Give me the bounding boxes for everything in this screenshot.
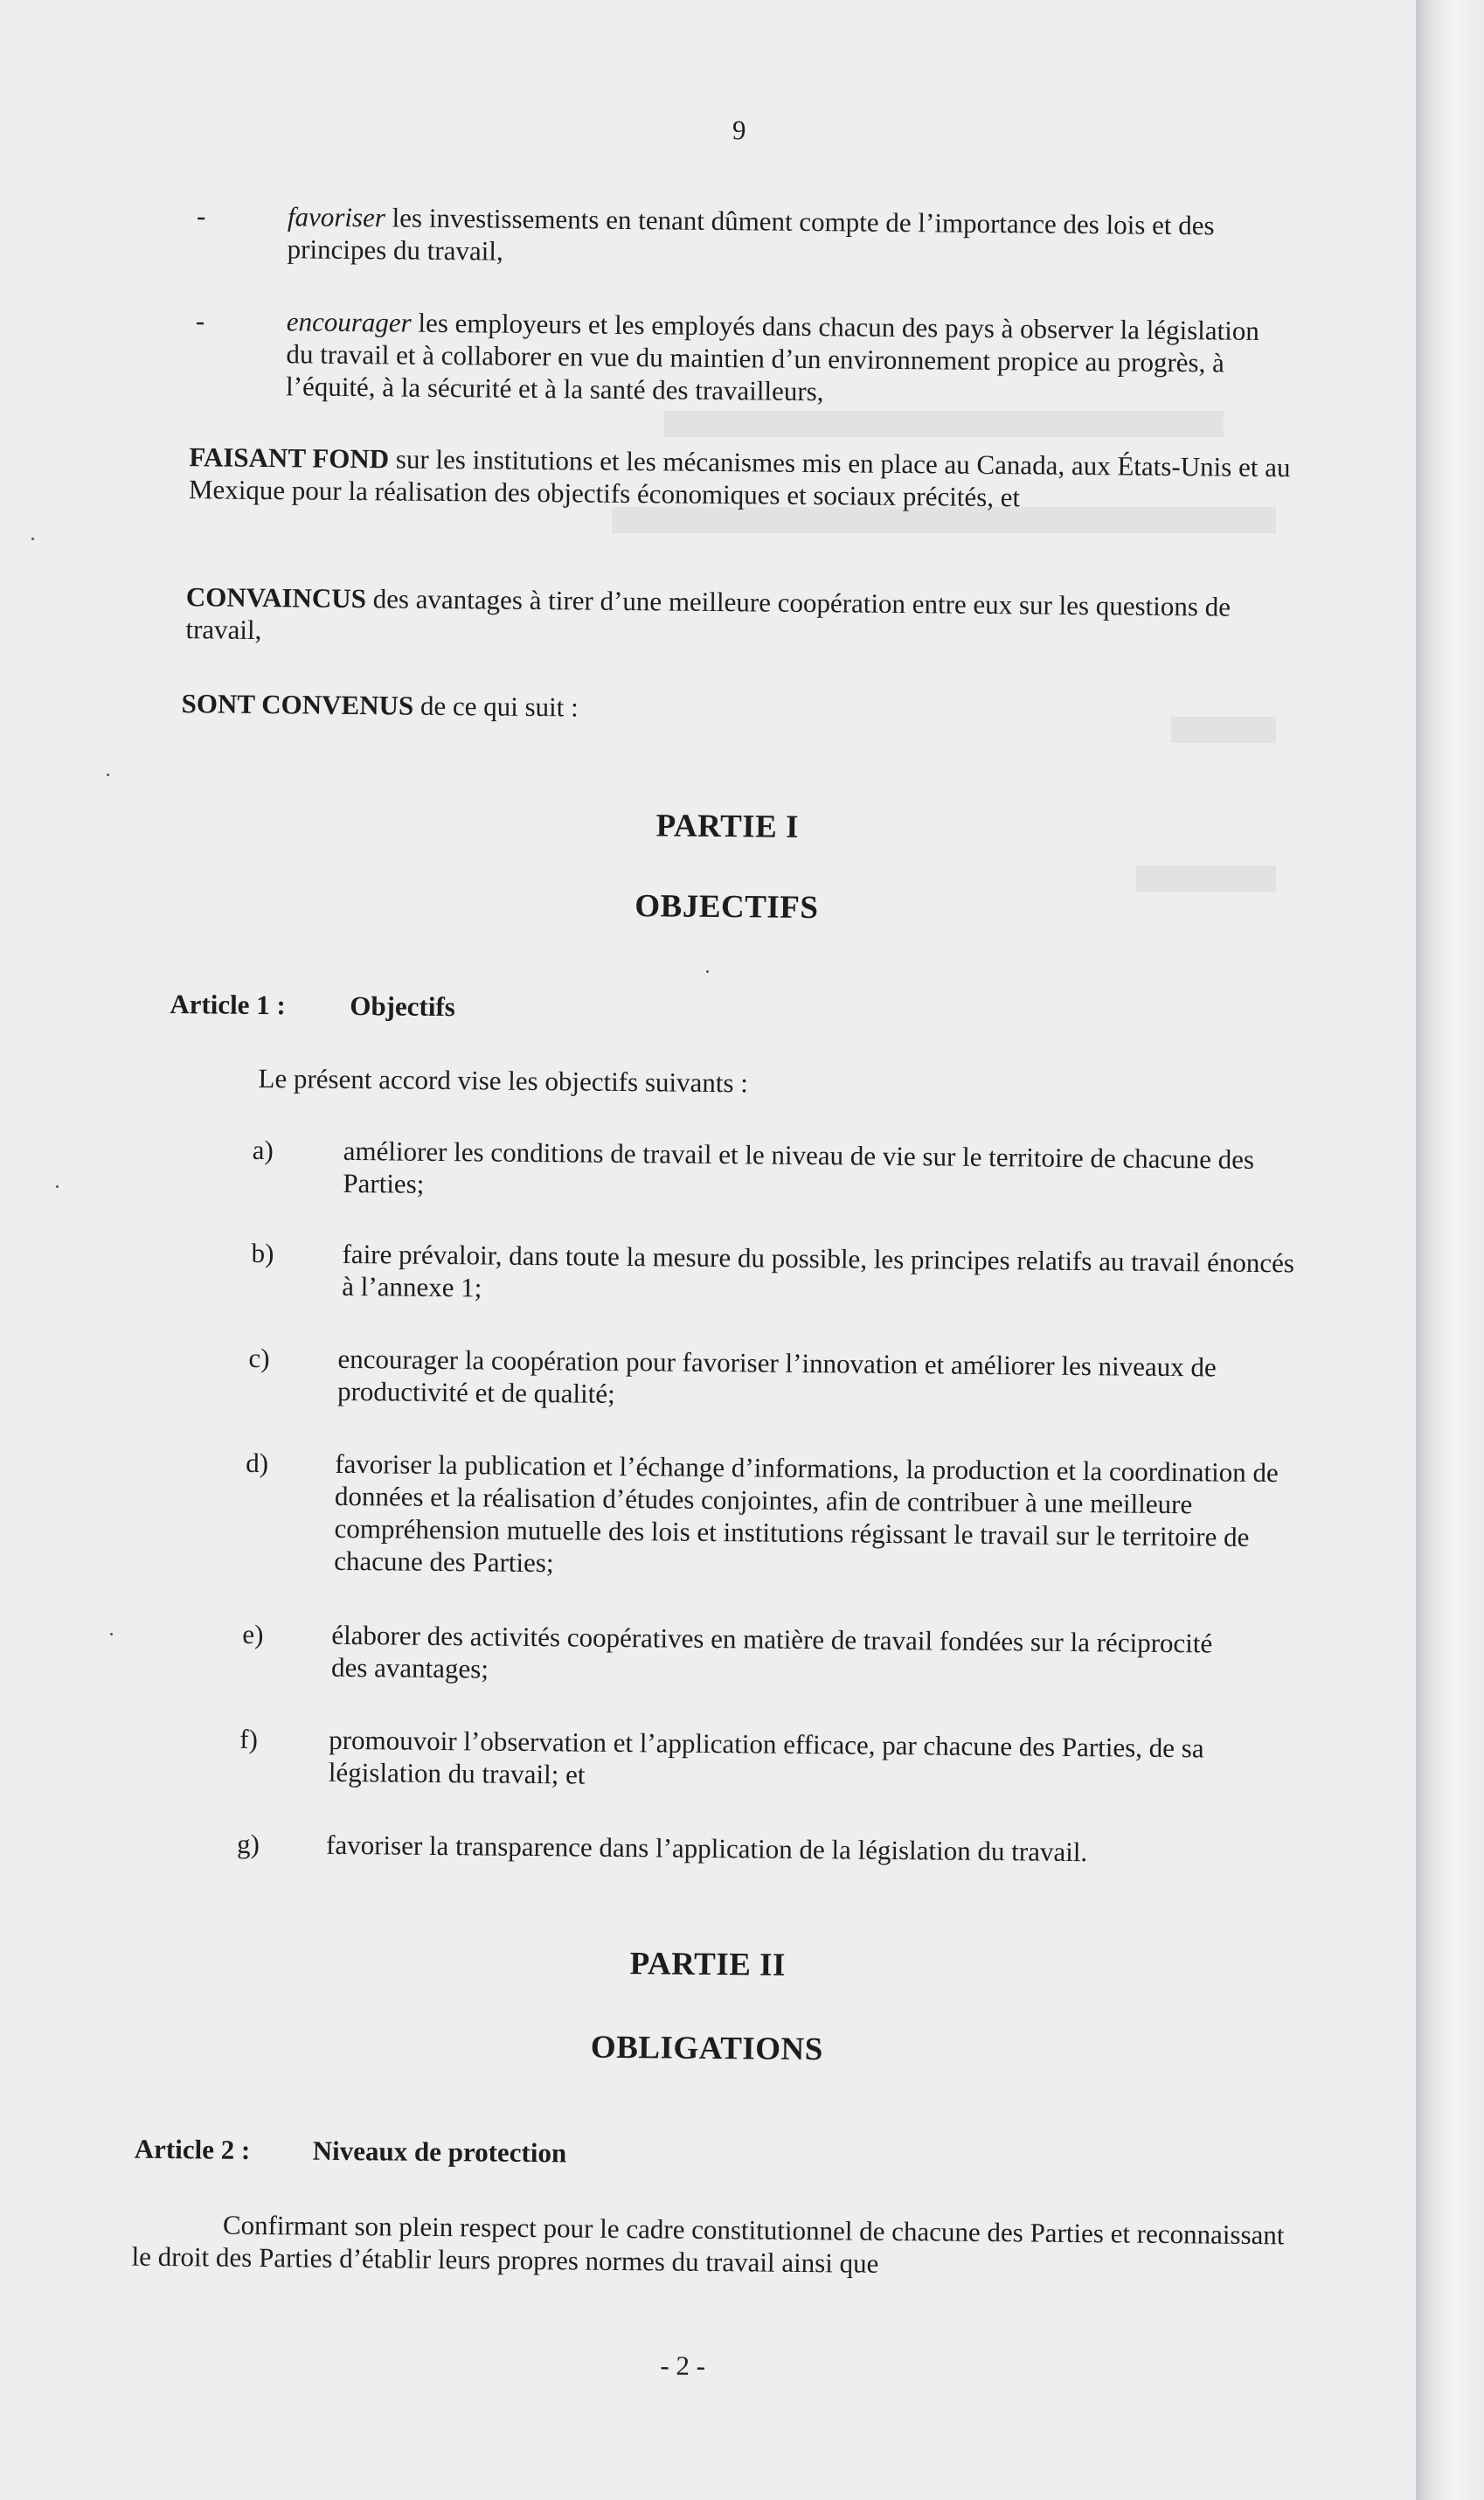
- part-title: PARTIE II: [629, 1946, 787, 1983]
- paragraph-lead: FAISANT FOND: [189, 441, 390, 475]
- list-item-letter: a): [252, 1134, 274, 1166]
- article-paragraph: Confirmant son plein respect pour le cadre constitutionnel de chacune des Parties et reconnaissant le droit des Parties d’établir leurs propres normes du travail ainsi que: [131, 2209, 1285, 2279]
- list-item-letter: c): [248, 1342, 270, 1374]
- bullet-marker: -: [196, 200, 206, 232]
- article-number: Article 2 :: [134, 2133, 251, 2165]
- top-page-number: 9: [732, 115, 746, 146]
- list-item-text: favoriser la transparence dans l’application de la législation du travail.: [325, 1829, 1088, 1868]
- paragraph-faisant-fond: [189, 441, 1326, 516]
- article-title: Objectifs: [350, 990, 456, 1023]
- list-item-letter: f): [239, 1723, 259, 1754]
- list-item-text: améliorer les conditions de travail et le niveau de vie sur le territoire de chacune des Parties;: [343, 1135, 1255, 1199]
- bullet-verb: encourager: [286, 306, 412, 338]
- bullet-rest: les investissements en tenant dûment compte de l’importance des lois et des principes du travail,: [287, 202, 1215, 267]
- article-number: Article 1 :: [170, 988, 287, 1021]
- bullet-text: [286, 305, 1283, 412]
- bullet-rest: les employeurs et les employés dans chacun des pays à observer la législation du travail et à collaborer en vue du maintien d’un environnement propice au progrès, à l’équité, à la sécurité et à la santé des travailleurs,: [285, 307, 1260, 407]
- paragraph-sont-convenus: [181, 687, 1230, 730]
- bullet-verb: favoriser: [287, 201, 386, 233]
- page-edge-shadow: [1416, 0, 1484, 2500]
- bullet-text: [287, 200, 1306, 274]
- article-intro: Le présent accord vise les objectifs suivants :: [258, 1062, 749, 1099]
- list-item-letter: g): [236, 1828, 260, 1860]
- article-title: Niveaux de protection: [312, 2135, 567, 2169]
- part-subtitle: OBJECTIFS: [635, 888, 819, 927]
- part-title: PARTIE I: [655, 808, 800, 845]
- paragraph-lead: SONT CONVENUS: [181, 688, 414, 721]
- paragraph-rest: des avantages à tirer d’une meilleure coopération entre eux sur les questions de travail,: [185, 583, 1231, 645]
- list-item-text: encourager la coopération pour favoriser l’innovation et améliorer les niveaux de productivité et de qualité;: [336, 1343, 1217, 1409]
- list-item-text: promouvoir l’observation et l’application efficace, par chacune des Parties, de sa législation du travail; et: [328, 1724, 1204, 1790]
- list-item-letter: e): [242, 1618, 264, 1650]
- paragraph-lead: CONVAINCUS: [185, 581, 367, 615]
- list-item-letter: d): [246, 1447, 269, 1479]
- paragraph-rest: de ce qui suit :: [413, 690, 579, 723]
- list-item-text: élaborer des activités coopératives en matière de travail fondées sur la réciprocité des avantages;: [330, 1619, 1213, 1684]
- paragraph-rest: sur les institutions et les mécanismes mis en place au Canada, aux États-Unis et au Mexique pour la réalisation des objectifs économiques et sociaux précités, et: [188, 443, 1291, 513]
- bullet-marker: -: [195, 305, 205, 337]
- bottom-page-number: - 2 -: [660, 2350, 706, 2381]
- list-item-letter: b): [251, 1237, 274, 1269]
- part-subtitle: OBLIGATIONS: [590, 2029, 824, 2068]
- list-item-text: faire prévaloir, dans toute la mesure du possible, les principes relatifs au travail énoncés à l’annexe 1;: [342, 1238, 1295, 1303]
- list-item-text: favoriser la publication et l’échange d’informations, la production et la coordination de données et la réalisation d’études conjointes, afin de contribuer à une meilleure compréhension mutuelle des lois et institutions régissant le travail sur le territoire de chacune des Parties;: [334, 1448, 1279, 1579]
- paragraph-convaincus: [185, 580, 1235, 656]
